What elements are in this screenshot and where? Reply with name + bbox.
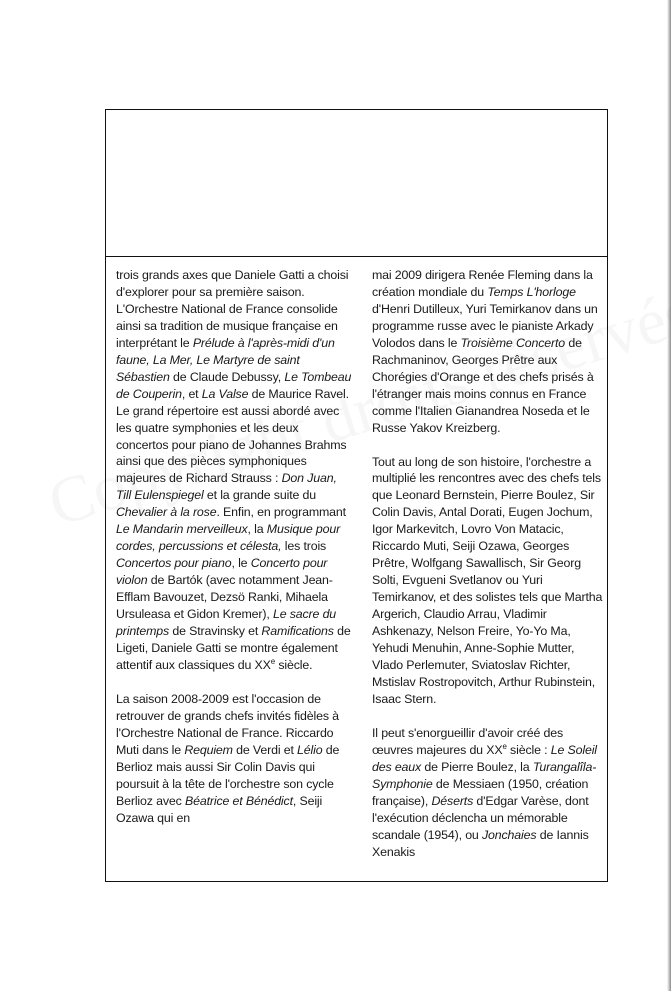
paragraph (116, 691, 354, 827)
italic-title: Le Soleil des eaux (372, 742, 597, 774)
text-run: , le (231, 556, 251, 571)
text-run: de Maurice Ravel. Le grand répertoire est aussi abordé avec les quatre symphonies et les deux concertos pour piano de Johannes Brahms ainsi que des pièces symphoniques majeures de Richard Strauss : (116, 386, 349, 486)
italic-title: Le Mandarin merveilleux (116, 522, 248, 537)
text-run: d'Edgar Varèse, dont l'exécution déclencha un mémorable scandale (1954), ou (372, 793, 589, 842)
right-column (372, 267, 604, 877)
text-run: . Enfin, en programmant (216, 505, 346, 520)
text-run: La saison 2008-2009 est l'occasion de retrouver de grands chefs invités fidèles à l'Orchestre National de France. Riccardo Muti dans le (116, 691, 339, 757)
text-run: d'Henri Dutilleux, Yuri Temirkanov dans un programme russe avec le pianiste Arkady Volodos dans le (372, 301, 598, 350)
italic-title: Déserts (431, 793, 474, 808)
italic-title: La Valse (201, 386, 249, 401)
text-run: de Rachmaninov, Georges Prêtre aux Chorégies d'Orange et des chefs prisés à l'étranger mais moins connus en France comme l'Italien Gianandrea Noseda et le Russe Yakov Kreizberg. (372, 335, 594, 435)
italic-title: Don Juan, Till Eulenspiegel (116, 471, 337, 503)
italic-title: Béatrice et Bénédict (184, 793, 293, 808)
italic-title: Jonchaies (481, 827, 537, 842)
text-run: de Stravinsky et (169, 624, 262, 639)
text-run: de Bartók (avec notamment Jean-Efflam Bavouzet, Dezsö Ranki, Mihaela Ursuleasa et Gidon Kremer), (116, 573, 333, 622)
italic-title: Le Tombeau de Couperin (116, 369, 352, 401)
text-run: de Verdi et (232, 742, 298, 757)
italic-title: Ramifications (261, 624, 334, 639)
scan-edge (667, 0, 671, 991)
text-run: de Berlioz mais aussi Sir Colin Davis qui poursuit à la tête de l'orchestre son cycle Berlioz avec (116, 742, 340, 808)
italic-title: Troisième Concerto (460, 335, 566, 350)
italic-title: Temps L'horloge (487, 284, 576, 299)
text-run: trois grands axes que Daniele Gatti a choisi d'explorer pour sa première saison. L'Orchestre National de France consolide ainsi sa tradition de musique française en interprétant le (116, 268, 349, 350)
text-run: de Pierre Boulez, la (421, 759, 533, 774)
italic-title: Requiem (184, 742, 233, 757)
superscript: e (502, 741, 507, 751)
italic-title: Turangalîla-Symphonie (372, 759, 597, 791)
italic-title: Lélio (297, 742, 323, 757)
text-run: , Seiji Ozawa qui en (116, 793, 323, 825)
text-run: Tout au long de son histoire, l'orchestre a multiplié les rencontres avec des chefs tels que Leonard Bernstein, Pierre Boulez, Sir Colin Davis, Antal Dorati, Eugen Jochum, Igor Markevitch, Lovro Von Matacic, Riccardo Muti, Seiji Ozawa, Georges Prêtre, Wolfgang Sawallisch, Sir Georg Solti, Evgueni Svetlanov ou Yuri Temirkanov, et des solistes tels que Martha Argerich, Claudio Arrau, Vladimir Ashkenazy, Nelson Freire, Yo-Yo Ma, Yehudi Menuhin, Anne-Sophie Mutter, Vlado Perlemuter, Sviatoslav Richter, Mstislav Rostropovitch, Arthur Rubinstein, Isaac Stern. (372, 454, 603, 706)
text-run: Il peut s'enorgueillir d'avoir créé des œuvres majeures du XX (372, 725, 564, 757)
header-image-box (106, 110, 607, 257)
paragraph (372, 454, 604, 708)
paragraph (116, 267, 354, 674)
page-frame (105, 109, 608, 882)
text-run: , et (181, 386, 202, 401)
text-run: , la (247, 522, 267, 537)
text-run: de Messiaen (1950, création française), (372, 776, 589, 808)
italic-title: Concerto pour violon (116, 556, 328, 588)
paragraph (372, 725, 604, 861)
text-run: siècle : (506, 742, 551, 757)
text-run: de Iannis Xenakis (372, 827, 589, 859)
italic-title: Prélude à l'après-midi d'un faune, La Mer, Le Martyre de saint Sébastien (116, 335, 335, 384)
text-run: de Ligeti, Daniele Gatti se montre également attentif aux classiques du XX (116, 624, 351, 672)
italic-title: Le sacre du printemps (116, 607, 337, 639)
text-run: siècle. (275, 657, 313, 672)
superscript: e (270, 656, 276, 666)
text-run: et la grande suite du (203, 488, 317, 503)
italic-title: Musique pour cordes, percussions et célesta, (116, 522, 341, 554)
text-run: de Claude Debussy, (169, 369, 285, 384)
text-run: les trois (281, 539, 327, 554)
italic-title: Chevalier à la rose (116, 505, 217, 520)
text-run: mai 2009 dirigera Renée Fleming dans la création mondiale du (372, 268, 593, 299)
left-column (116, 267, 354, 844)
italic-title: Concertos pour piano (116, 556, 232, 571)
paragraph (372, 267, 604, 437)
